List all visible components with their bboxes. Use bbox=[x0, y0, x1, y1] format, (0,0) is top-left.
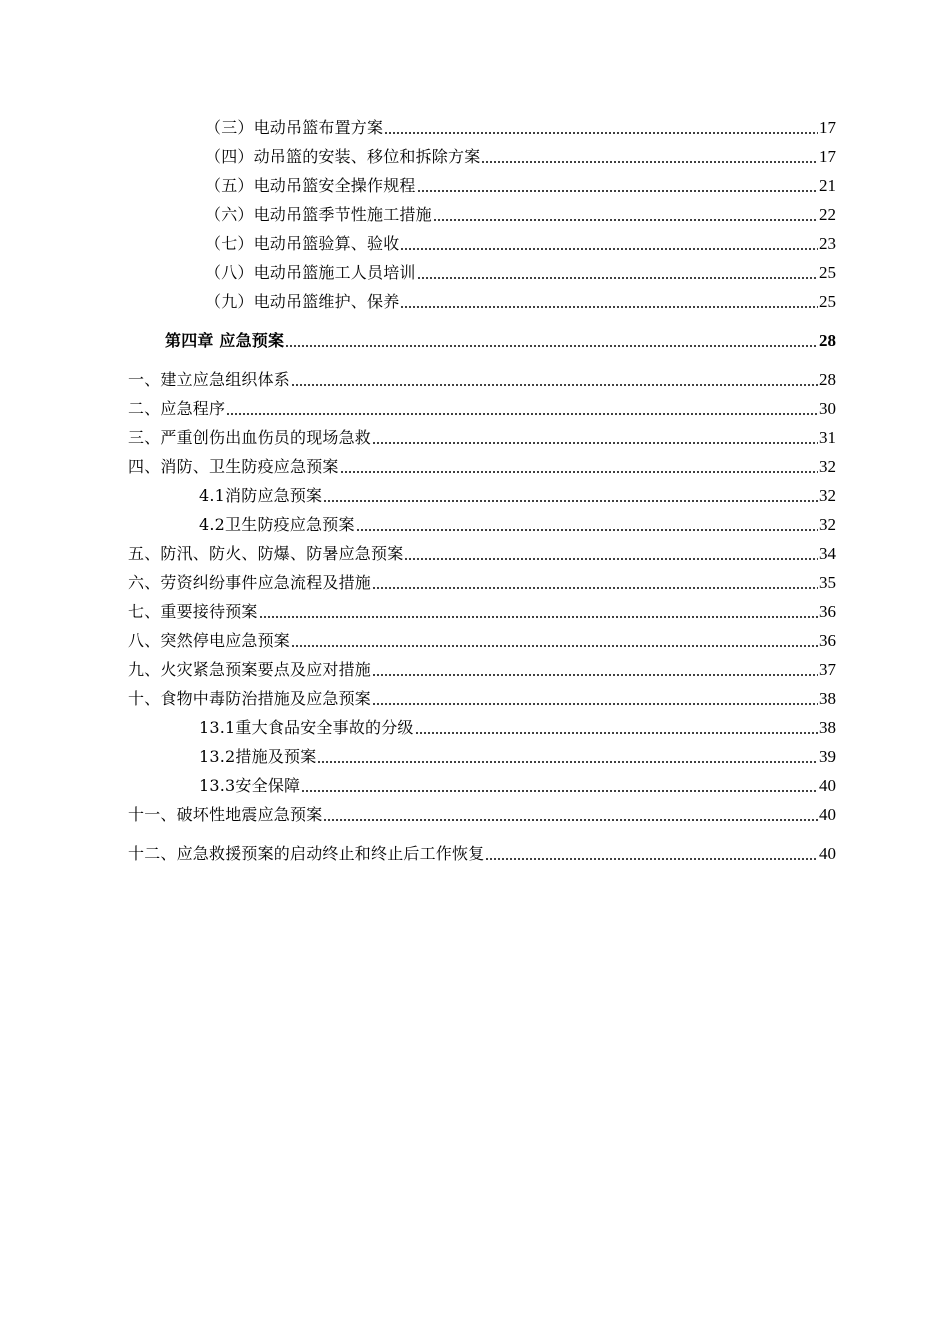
toc-dot-leader bbox=[372, 703, 818, 705]
toc-entry[interactable] bbox=[128, 540, 836, 564]
toc-dot-leader bbox=[417, 190, 818, 192]
toc-entry-title: 4.2卫生防疫应急预案 bbox=[199, 515, 355, 534]
toc-entry-title: 二、应急程序 bbox=[128, 399, 226, 418]
toc-entry-title: 十、食物中毒防治措施及应急预案 bbox=[128, 689, 372, 708]
toc-entry-title: 13.1重大食品安全事故的分级 bbox=[199, 718, 414, 737]
toc-entry-page: 30 bbox=[819, 399, 836, 418]
toc-entry-page: 32 bbox=[819, 515, 836, 534]
toc-entry-title: 十二、应急救援预案的启动终止和终止后工作恢复 bbox=[128, 844, 485, 863]
toc-entry-page: 28 bbox=[819, 331, 836, 350]
toc-entry-page: 36 bbox=[819, 631, 836, 650]
toc-entry[interactable] bbox=[205, 143, 836, 167]
toc-entry-title: 四、消防、卫生防疫应急预案 bbox=[128, 457, 339, 476]
toc-entry-title: 13.2措施及预案 bbox=[199, 747, 317, 766]
toc-entry[interactable] bbox=[128, 840, 836, 864]
toc-entry[interactable] bbox=[128, 366, 836, 390]
toc-entry-page: 40 bbox=[819, 805, 836, 824]
toc-entry[interactable] bbox=[128, 656, 836, 680]
toc-entry-title: 十一、破坏性地震应急预案 bbox=[128, 805, 323, 824]
toc-entry-title: 三、严重创伤出血伤员的现场急救 bbox=[128, 428, 372, 447]
toc-entry[interactable] bbox=[205, 201, 836, 225]
toc-entry-page: 32 bbox=[819, 486, 836, 505]
toc-entry-title: （四）动吊篮的安装、移位和拆除方案 bbox=[205, 147, 481, 166]
toc-dot-leader bbox=[301, 790, 818, 792]
toc-entry-page: 40 bbox=[819, 844, 836, 863]
toc-dot-leader bbox=[285, 345, 818, 347]
toc-entry[interactable] bbox=[128, 453, 836, 477]
toc-entry-title: （八）电动吊篮施工人员培训 bbox=[205, 263, 416, 282]
toc-dot-leader bbox=[415, 732, 818, 734]
toc-entry[interactable] bbox=[128, 598, 836, 622]
toc-dot-leader bbox=[433, 219, 818, 221]
toc-entry-title: 4.1消防应急预案 bbox=[199, 486, 323, 505]
toc-entry[interactable] bbox=[205, 259, 836, 283]
toc-entry-title: （九）电动吊篮维护、保养 bbox=[205, 292, 400, 311]
toc-chapter-entry[interactable] bbox=[165, 327, 836, 351]
toc-entry-title: 八、突然停电应急预案 bbox=[128, 631, 291, 650]
toc-entry-title: 五、防汛、防火、防爆、防暑应急预案 bbox=[128, 544, 404, 563]
toc-entry[interactable] bbox=[128, 569, 836, 593]
toc-entry[interactable] bbox=[205, 230, 836, 254]
toc-entry-page: 37 bbox=[819, 660, 836, 679]
toc-dot-leader bbox=[400, 248, 818, 250]
toc-entry-page: 34 bbox=[819, 544, 836, 563]
toc-entry-page: 17 bbox=[819, 118, 836, 137]
toc-entry-page: 40 bbox=[819, 776, 836, 795]
toc-entry-page: 31 bbox=[819, 428, 836, 447]
toc-dot-leader bbox=[417, 277, 818, 279]
toc-entry-title: （三）电动吊篮布置方案 bbox=[205, 118, 384, 137]
toc-entry-page: 32 bbox=[819, 457, 836, 476]
toc-dot-leader bbox=[481, 161, 818, 163]
toc-chapter-title: 第四章 应急预案 bbox=[165, 331, 285, 350]
toc-dot-leader bbox=[317, 761, 818, 763]
toc-dot-leader bbox=[384, 132, 818, 134]
toc-entry-page: 25 bbox=[819, 263, 836, 282]
toc-dot-leader bbox=[291, 645, 818, 647]
toc-entry[interactable] bbox=[199, 511, 836, 535]
toc-entry-page: 23 bbox=[819, 234, 836, 253]
toc-dot-leader bbox=[372, 674, 818, 676]
toc-dot-leader bbox=[291, 384, 818, 386]
toc-entry[interactable] bbox=[205, 114, 836, 138]
toc-entry[interactable] bbox=[128, 627, 836, 651]
toc-entry-title: （五）电动吊篮安全操作规程 bbox=[205, 176, 416, 195]
toc-entry-page: 17 bbox=[819, 147, 836, 166]
toc-entry-title: 13.3安全保障 bbox=[199, 776, 301, 795]
toc-entry[interactable] bbox=[199, 482, 836, 506]
toc-entry-page: 35 bbox=[819, 573, 836, 592]
toc-dot-leader bbox=[259, 616, 818, 618]
toc-entry-title: 六、劳资纠纷事件应急流程及措施 bbox=[128, 573, 372, 592]
toc-dot-leader bbox=[400, 306, 818, 308]
toc-dot-leader bbox=[404, 558, 818, 560]
toc-dot-leader bbox=[323, 500, 818, 502]
toc-entry-page: 22 bbox=[819, 205, 836, 224]
toc-entry-page: 25 bbox=[819, 292, 836, 311]
toc-entry-title: 一、建立应急组织体系 bbox=[128, 370, 291, 389]
toc-dot-leader bbox=[372, 442, 818, 444]
toc-entry-page: 38 bbox=[819, 718, 836, 737]
toc-entry-page: 28 bbox=[819, 370, 836, 389]
toc-entry-page: 38 bbox=[819, 689, 836, 708]
toc-entry[interactable] bbox=[199, 714, 836, 738]
toc-entry-title: 七、重要接待预案 bbox=[128, 602, 258, 621]
toc-entry-title: （七）电动吊篮验算、验收 bbox=[205, 234, 400, 253]
toc-entry[interactable] bbox=[128, 395, 836, 419]
toc-entry[interactable] bbox=[199, 772, 836, 796]
toc-dot-leader bbox=[372, 587, 818, 589]
toc-entry-page: 36 bbox=[819, 602, 836, 621]
toc-entry[interactable] bbox=[128, 685, 836, 709]
toc-entry-page: 39 bbox=[819, 747, 836, 766]
toc-dot-leader bbox=[323, 819, 818, 821]
toc-entry[interactable] bbox=[199, 743, 836, 767]
toc-entry-title: （六）电动吊篮季节性施工措施 bbox=[205, 205, 432, 224]
toc-entry[interactable] bbox=[128, 801, 836, 825]
toc-dot-leader bbox=[226, 413, 818, 415]
toc-dot-leader bbox=[485, 858, 818, 860]
toc-entry[interactable] bbox=[205, 172, 836, 196]
toc-entry[interactable] bbox=[205, 288, 836, 312]
toc-entry-title: 九、火灾紧急预案要点及应对措施 bbox=[128, 660, 372, 679]
toc-entry[interactable] bbox=[128, 424, 836, 448]
toc-entry-page: 21 bbox=[819, 176, 836, 195]
toc-dot-leader bbox=[356, 529, 818, 531]
toc-dot-leader bbox=[340, 471, 818, 473]
